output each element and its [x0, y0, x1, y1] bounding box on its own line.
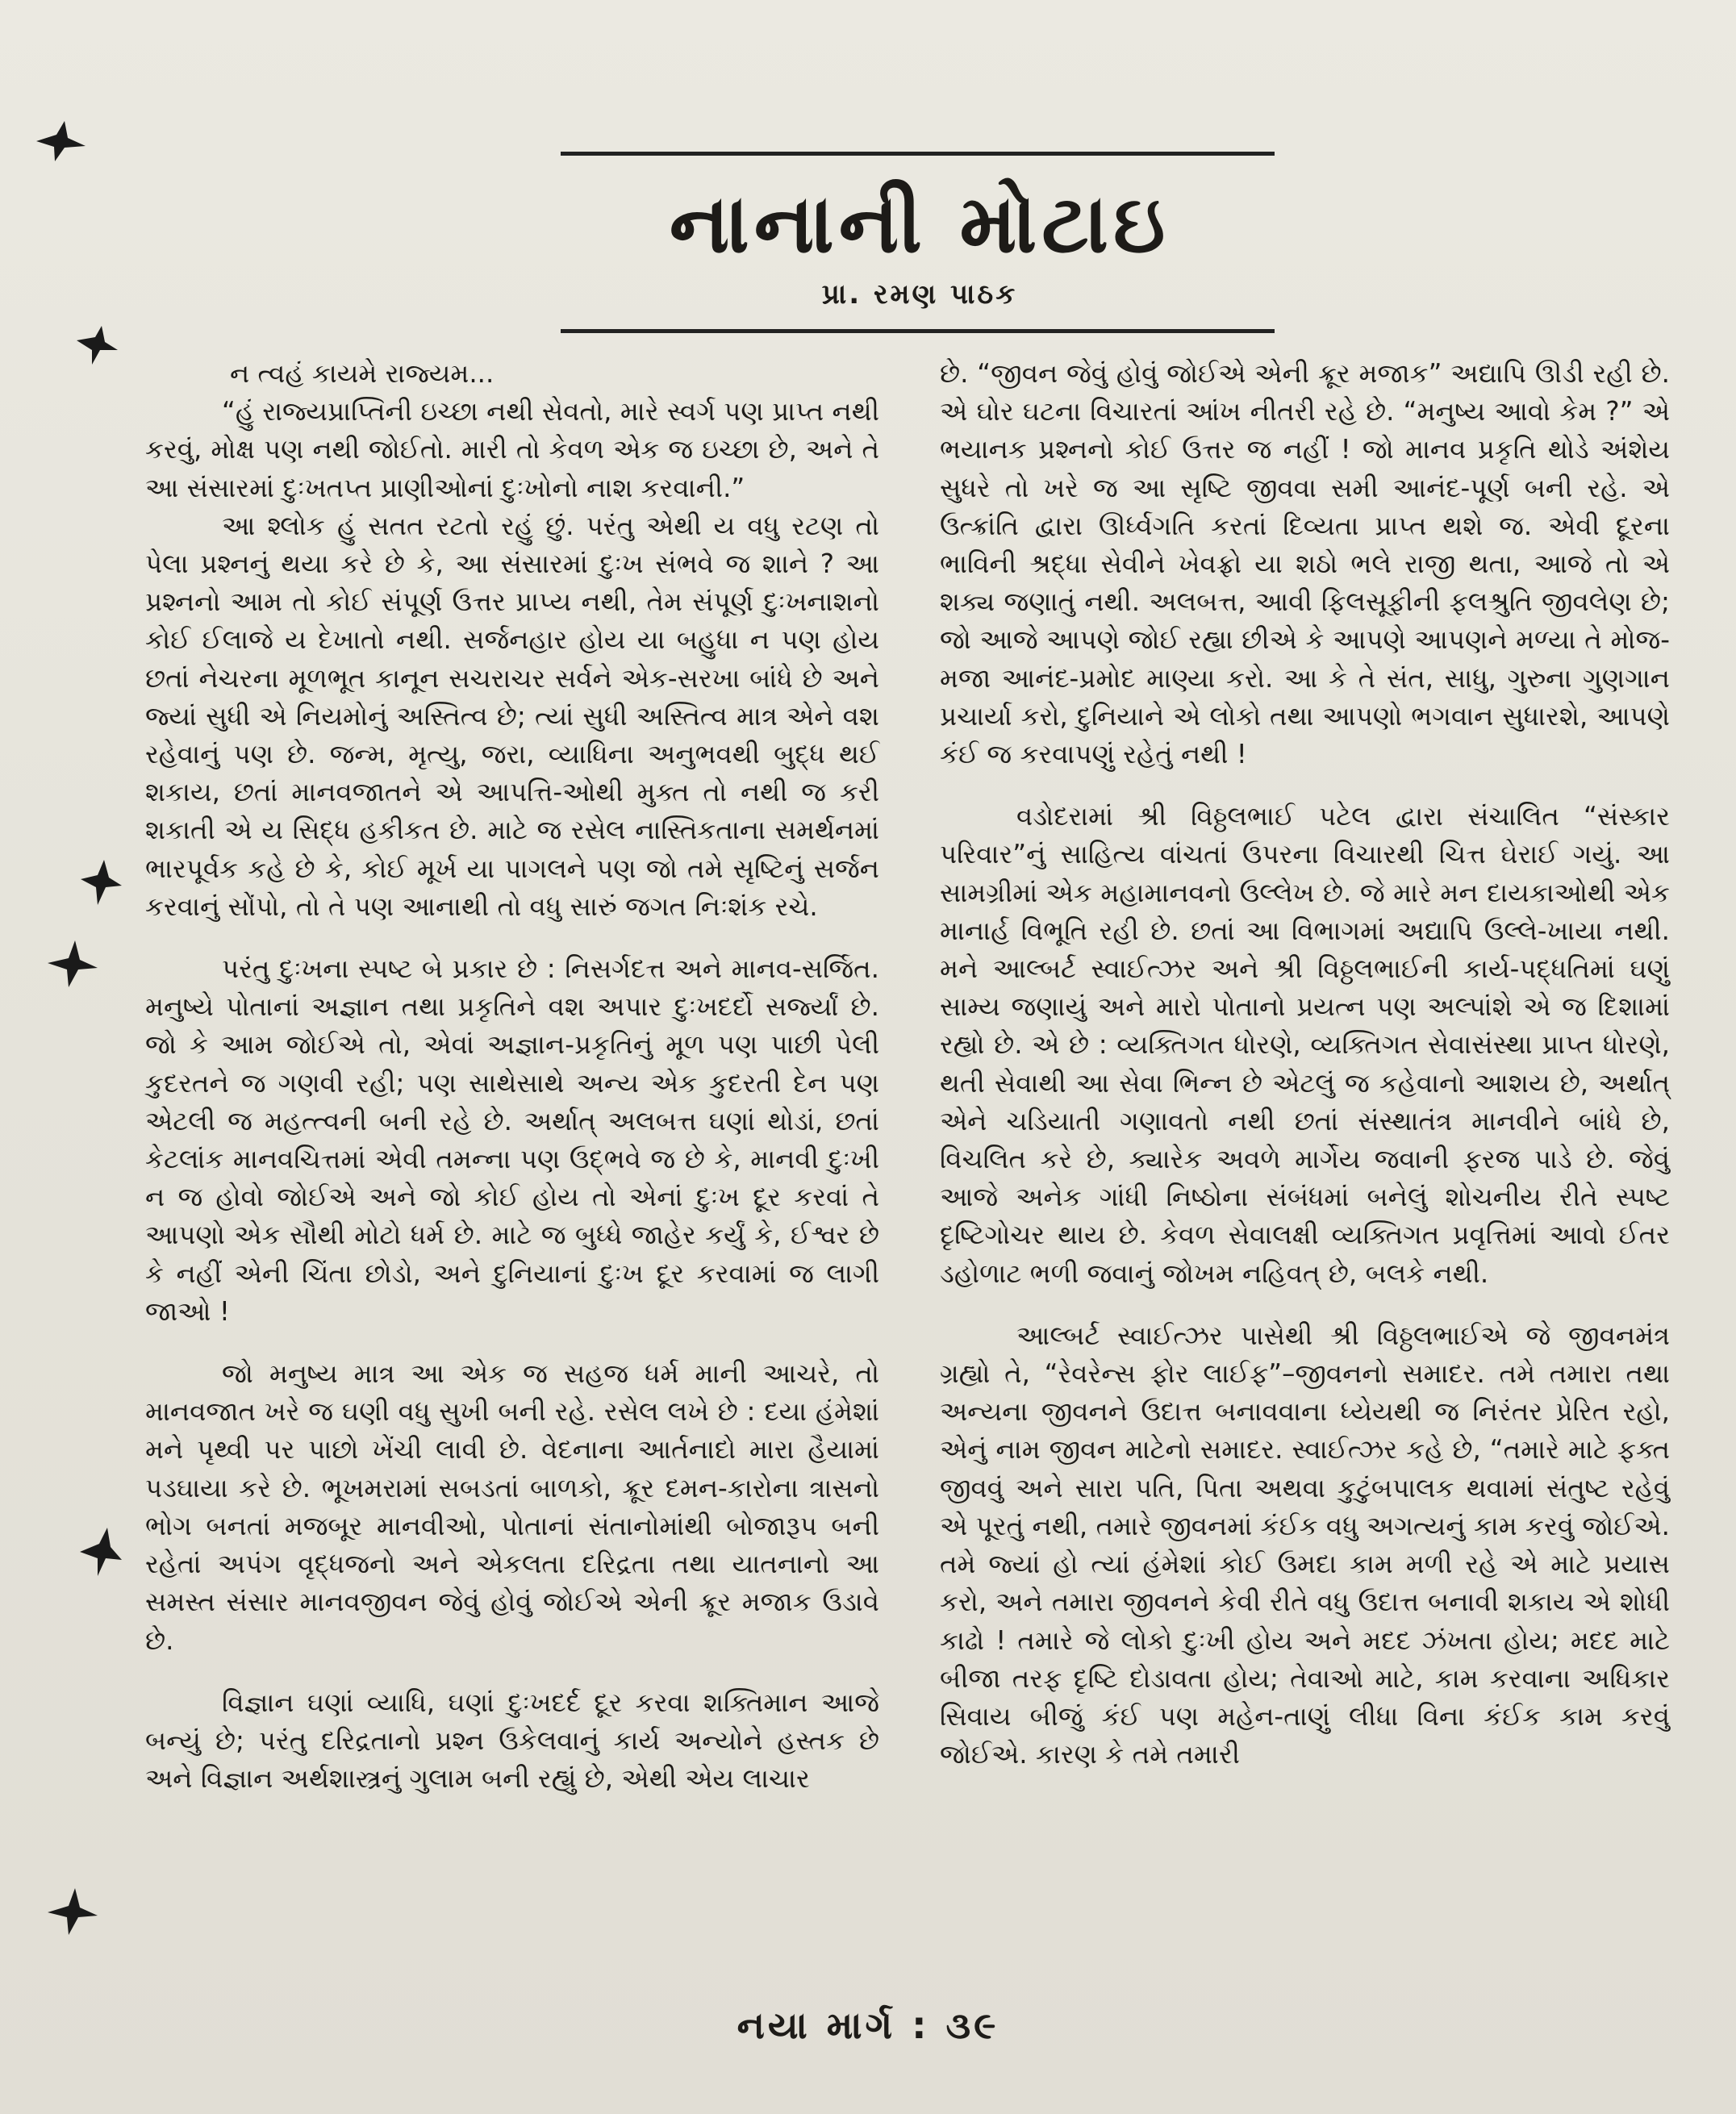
punch-hole-icon — [44, 1883, 101, 1940]
paragraph: ન ત્વહં કાયમે રાજ્યમ... — [230, 358, 495, 389]
paragraph: વિજ્ઞાન ઘણાં વ્યાધિ, ઘણાં દુઃખદર્દ દૂર કરવા શક્તિમાન આજે બન્યું છે; પરંતુ દરિદ્રતાનો પ્રશ્ન ઉકેલવાનું કાર્ય અન્યોને હસ્તક છે અને વિજ્ઞાન અર્થશાસ્ત્રનું ગુલામ બની રહ્યું છે, એથી એય લાચાર — [145, 1687, 879, 1795]
paragraph: આલ્બર્ટ સ્વાઈત્ઝર પાસેથી શ્રી વિઠ્ઠલભાઈએ જે જીવનમંત્ર ગ્રહ્યો તે, “રેવરેન્સ ફોર લાઈફ”–જીવનનો સમાદર. તમે તમારા તથા અન્યના જીવનને ઉદાત્ત બનાવવાના ધ્યેયથી જ નિરંતર પ્રેરિત રહો, એનું નામ જીવન માટેનો સમાદર. સ્વાઈત્ઝર કહે છે, “તમારે માટે ફક્ત જીવવું અને સારા પતિ, પિતા અથવા કુટુંબપાલક થવામાં સંતુષ્ટ રહેવું એ પૂરતું નથી, તમારે જીવનમાં કંઈક વધુ અગત્યનું કામ કરવું જોઈએ. તમે જ્યાં હો ત્યાં હંમેશાં કોઈ ઉમદા કામ મળી રહે એ માટે પ્રયાસ કરો, અને તમારા જીવનને કેવી રીતે વધુ ઉદાત્ત બનાવી શકાય એ શોધી કાઢો ! તમારે જે લોકો દુઃખી હોય અને મદદ ઝંખતા હોય; મદદ માટે બીજા તરફ દૃષ્ટિ દોડાવતા હોય; તેવાઓ માટે, કામ કરવાના અધિકાર સિવાય બીજું કંઈ પણ મહેન-તાણું લીધા વિના કંઈક કામ કરવું જોઈએ. કારણ કે તમે તમારી — [940, 1320, 1670, 1770]
title-bottom-rule — [561, 329, 1275, 333]
right-column — [940, 355, 1670, 1774]
punch-hole-icon — [44, 936, 101, 992]
article-author: પ્રા. રમણ પાઠક — [821, 278, 1018, 311]
paragraph: જો મનુષ્ય માત્ર આ એક જ સહજ ધર્મ માની આચરે, તો માનવજાત ખરે જ ઘણી વધુ સુખી બની રહે. રસેલ લખે છે : દયા હંમેશાં મને પૃથ્વી પર પાછો ખેંચી લાવી છે. વેદનાના આર્તનાદો મારા હૈયામાં પડઘાયા કરે છે. ભૂખમરામાં સબડતાં બાળકો, ક્રૂર દમન-કારોના ત્રાસનો ભોગ બનતાં મજબૂર માનવીઓ, પોતાનાં સંતાનોમાંથી બોજારૂપ બની રહેતાં અપંગ વૃદ્ધજનો અને એકલતા દરિદ્રતા તથા યાતનાનો આ સમસ્ત સંસાર માનવજીવન જેવું હોવું જોઈએ એની ક્રૂર મજાક ઉડાવે છે. — [145, 1358, 879, 1656]
left-column — [145, 355, 879, 1798]
punch-hole-icon — [32, 117, 89, 165]
title-top-rule — [561, 152, 1275, 156]
punch-hole-icon — [77, 1524, 125, 1581]
article-title: નાનાની મોટાઇ — [669, 177, 1171, 271]
paragraph: છે. “જીવન જેવું હોવું જોઈએ એની ક્રૂર મજાક” અદ્યાપિ ઊડી રહી છે. એ ઘોર ઘટના વિચારતાં આંખ નીતરી રહે છે. “મનુષ્ય આવો કેમ ?” એ ભયાનક પ્રશ્નનો કોઈ ઉત્તર જ નહીં ! જો માનવ પ્રકૃતિ થોડે અંશેય સુધરે તો ખરે જ આ સૃષ્ટિ જીવવા સમી આનંદ-પૂર્ણ બની રહે. એ ઉત્ક્રાંતિ દ્વારા ઊર્ધ્વગતિ કરતાં દિવ્યતા પ્રાપ્ત થશે જ. એવી દૂરના ભાવિની શ્રદ્ધા સેવીને ખેવફ્રો યા શઠો ભલે રાજી થતા, આજે તો એ શક્ય જણાતું નથી. અલબત્ત, આવી ફિલસૂફીની ફલશ્રુતિ જીવલેણ છે; જો આજે આપણે જોઈ રહ્યા છીએ કે આપણે આપણને મળ્યા તે મોજ-મજા આનંદ-પ્રમોદ માણ્યા કરો. આ કે તે સંત, સાધુ, ગુરુના ગુણગાન પ્રચાર્યા કરો, દુનિયાને એ લોકો તથા આપણો ભગવાન સુધારશે, આપણે કંઈ જ કરવાપણું રહેતું નથી ! — [940, 358, 1670, 770]
page-footer: નયા માર્ગ : ૩૯ — [737, 2004, 999, 2047]
paragraph: પરંતુ દુઃખના સ્પષ્ટ બે પ્રકાર છે : નિસર્ગદત્ત અને માનવ-સર્જિત. મનુષ્યે પોતાનાં અજ્ઞાન તથા પ્રકૃતિને વશ અપાર દુઃખદર્દો સર્જ્યાં છે. જો કે આમ જોઈએ તો, એવાં અજ્ઞાન-પ્રકૃતિનું મૂળ પણ પાછી પેલી કુદરતને જ ગણવી રહી; પણ સાથેસાથે અન્ય એક કુદરતી દેન પણ એટલી જ મહત્ત્વની બની રહે છે. અર્થાત્ અલબત્ત ઘણાં થોડાં, છતાં કેટલાંક માનવચિત્તમાં એવી તમન્ના પણ ઉદ્ભવે જ છે કે, માનવી દુઃખી ન જ હોવો જોઈએ અને જો કોઈ હોય તો એનાં દુઃખ દૂર કરવાં તે આપણો એક સૌથી મોટો ધર્મ છે. માટે જ બુધ્ધે જાહેર કર્યું કે, ઈશ્વર છે કે નહીં એની ચિંતા છોડો, અને દુનિયાનાં દુઃખ દૂર કરવામાં જ લાગી જાઓ ! — [145, 953, 879, 1327]
paragraph: વડોદરામાં શ્રી વિઠ્ઠલભાઈ પટેલ દ્વારા સંચાલિત “સંસ્કાર પરિવાર”નું સાહિત્ય વાંચતાં ઉપરના વિચારથી ચિત્ત ઘેરાઈ ગયું. આ સામગ્રીમાં એક મહામાનવનો ઉલ્લેખ છે. જે મારે મન દાયકાઓથી એક માનાર્હ વિભૂતિ રહી છે. છતાં આ વિભાગમાં અદ્યાપિ ઉલ્લે-ખાયા નથી. મને આલ્બર્ટ સ્વાઈત્ઝર અને શ્રી વિઠ્ઠલભાઈની કાર્ય-પદ્ધતિમાં ઘણું સામ્ય જણાયું અને મારો પોતાનો પ્રયત્ન પણ અલ્પાંશે એ જ દિશામાં રહ્યો છે. એ છે : વ્યક્તિગત ધોરણે, વ્યક્તિગત સેવાસંસ્થા પ્રાપ્ત ધોરણે, થતી સેવાથી આ સેવા ભિન્ન છે એટલું જ કહેવાનો આશય છે, અર્થાત્ એને ચડિયાતી ગણાવતો નથી છતાં સંસ્થાતંત્ર માનવીને બાંધે છે, વિચલિત કરે છે, ક્યારેક અવળે માર્ગેય જવાની ફરજ પાડે છે. જેવું આજે અનેક ગાંધી નિષ્ઠોના સંબંધમાં બનેલું શોચનીય રીતે સ્પષ્ટ દૃષ્ટિગોચર થાય છે. કેવળ સેવાલક્ષી વ્યક્તિગત પ્રવૃત્તિમાં આવો ઈતર ડહોળાટ ભળી જવાનું જોખમ નહિવત્ છે, બલકે નથી. — [940, 801, 1670, 1289]
paragraph: આ શ્લોક હું સતત રટતો રહું છું. પરંતુ એથી ય વધુ રટણ તો પેલા પ્રશ્નનું થયા કરે છે કે, આ સંસારમાં દુઃખ સંભવે જ શાને ? આ પ્રશ્નનો આમ તો કોઈ સંપૂર્ણ ઉત્તર પ્રાપ્ય નથી, તેમ સંપૂર્ણ દુઃખનાશનો કોઈ ઈલાજે ય દેખાતો નથી. સર્જનહાર હોય યા બહુધા ન પણ હોય છતાં નેચરના મૂળભૂત કાનૂન સચરાચર સર્વને એક-સરખા બાંધે છે અને જ્યાં સુધી એ નિયમોનું અસ્તિત્વ છે; ત્યાં સુધી અસ્તિત્વ માત્ર એને વશ રહેવાનું પણ છે. જન્મ, મૃત્યુ, જરા, વ્યાધિના અનુભવથી બુદ્ધ થઈ શકાય, છતાં માનવજાતને એ આપત્તિ-ઓથી મુક્ત તો નથી જ કરી શકાતી એ ય સિદ્ધ હકીકત છે. માટે જ રસેલ નાસ્તિકતાના સમર્થનમાં ભારપૂર્વક કહે છે કે, કોઈ મૂર્ખ યા પાગલને પણ જો તમે સૃષ્ટિનું સર્જન કરવાનું સોંપો, તો તે પણ આનાથી તો વધુ સારું જગત નિઃશંક રચે. — [145, 510, 879, 922]
punch-hole-icon — [73, 323, 121, 371]
paragraph: “હું રાજ્યપ્રાપ્તિની ઇચ્છા નથી સેવતો, મારે સ્વર્ગ પણ પ્રાપ્ત નથી કરવું, મોક્ષ પણ નથી જોઈતો. મારી તો કેવળ એક જ ઇચ્છા છે, અને તે આ સંસારમાં દુઃખતપ્ત પ્રાણીઓનાં દુઃખોનો નાશ કરવાની.” — [145, 396, 879, 503]
punch-hole-icon — [77, 855, 125, 911]
